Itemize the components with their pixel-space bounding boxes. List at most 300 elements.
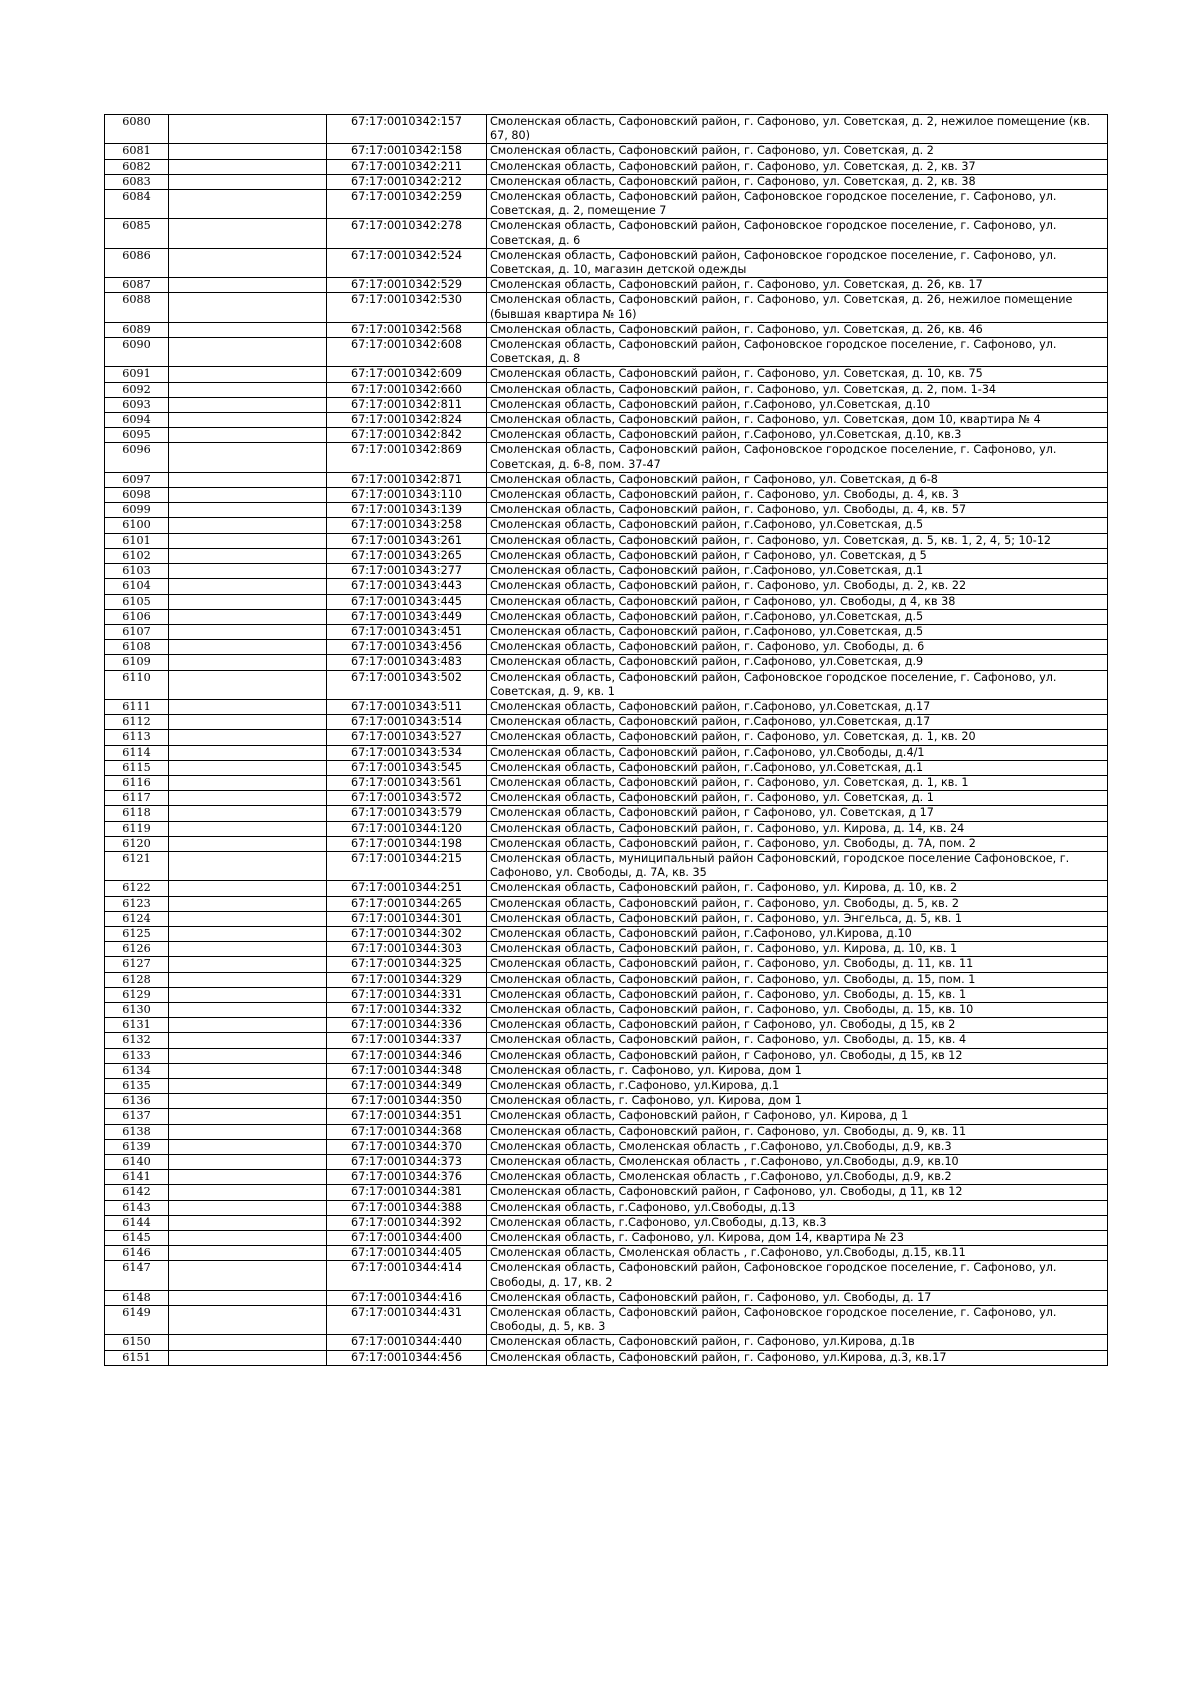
- blank-cell: [169, 640, 327, 655]
- table-row: [105, 278, 1108, 293]
- row-number: 6103: [105, 564, 169, 579]
- blank-cell: [169, 791, 327, 806]
- table-row: [105, 760, 1108, 775]
- blank-cell: [169, 382, 327, 397]
- blank-cell: [169, 1350, 327, 1365]
- cadastral-number: 67:17:0010342:530: [327, 293, 487, 322]
- cadastral-number: 67:17:0010343:545: [327, 760, 487, 775]
- address: Смоленская область, Сафоновский район, г. Сафоново, ул. Советская, д. 2: [487, 144, 1108, 159]
- address: Смоленская область, Сафоновский район, Сафоновское городское поселение, г. Сафоново, ул. Свободы, д. 5, кв. 3: [487, 1306, 1108, 1335]
- cadastral-number: 67:17:0010344:302: [327, 926, 487, 941]
- blank-cell: [169, 911, 327, 926]
- row-number: 6100: [105, 518, 169, 533]
- address: Смоленская область, Сафоновский район, Сафоновское городское поселение, г. Сафоново, ул. Советская, д. 9, кв. 1: [487, 670, 1108, 699]
- address: Смоленская область, Сафоновский район, г. Сафоново, ул.Кирова, д.3, кв.17: [487, 1350, 1108, 1365]
- row-number: 6112: [105, 715, 169, 730]
- row-number: 6126: [105, 942, 169, 957]
- blank-cell: [169, 715, 327, 730]
- table-row: [105, 881, 1108, 896]
- blank-cell: [169, 338, 327, 367]
- row-number: 6087: [105, 278, 169, 293]
- cadastral-number: 67:17:0010342:211: [327, 159, 487, 174]
- table-row: [105, 488, 1108, 503]
- cadastral-number: 67:17:0010343:572: [327, 791, 487, 806]
- row-number: 6149: [105, 1306, 169, 1335]
- row-number: 6086: [105, 248, 169, 277]
- address: Смоленская область, Сафоновский район, г. Сафоново, ул. Свободы, д. 4, кв. 3: [487, 488, 1108, 503]
- blank-cell: [169, 1290, 327, 1305]
- blank-cell: [169, 278, 327, 293]
- row-number: 6097: [105, 472, 169, 487]
- blank-cell: [169, 533, 327, 548]
- row-number: 6085: [105, 219, 169, 248]
- row-number: 6151: [105, 1350, 169, 1365]
- cadastral-number: 67:17:0010344:348: [327, 1063, 487, 1078]
- blank-cell: [169, 1063, 327, 1078]
- address: Смоленская область, Сафоновский район, г. Сафоново, ул. Энгельса, д. 5, кв. 1: [487, 911, 1108, 926]
- table-row: [105, 1215, 1108, 1230]
- table-row: [105, 367, 1108, 382]
- row-number: 6150: [105, 1335, 169, 1350]
- address: Смоленская область, Сафоновский район, г. Сафоново, ул. Советская, д. 2, пом. 1-34: [487, 382, 1108, 397]
- blank-cell: [169, 1200, 327, 1215]
- table-row: [105, 594, 1108, 609]
- cadastral-number: 67:17:0010342:660: [327, 382, 487, 397]
- cadastral-number: 67:17:0010344:414: [327, 1261, 487, 1290]
- address: Смоленская область, Смоленская область , г.Сафоново, ул.Свободы, д.15, кв.11: [487, 1246, 1108, 1261]
- blank-cell: [169, 957, 327, 972]
- cadastral-number: 67:17:0010342:158: [327, 144, 487, 159]
- row-number: 6118: [105, 806, 169, 821]
- blank-cell: [169, 518, 327, 533]
- row-number: 6109: [105, 655, 169, 670]
- cadastral-number: 67:17:0010343:483: [327, 655, 487, 670]
- address: Смоленская область, Сафоновский район, г Сафоново, ул. Свободы, д 15, кв 2: [487, 1018, 1108, 1033]
- cadastral-number: 67:17:0010344:336: [327, 1018, 487, 1033]
- table-row: [105, 413, 1108, 428]
- table-row: [105, 775, 1108, 790]
- blank-cell: [169, 1018, 327, 1033]
- registry-table-body: [105, 115, 1108, 1366]
- blank-cell: [169, 443, 327, 472]
- table-row: [105, 564, 1108, 579]
- blank-cell: [169, 472, 327, 487]
- table-row: [105, 1185, 1108, 1200]
- table-row: [105, 670, 1108, 699]
- address: Смоленская область, Сафоновский район, г. Сафоново, ул. Свободы, д. 7А, пом. 2: [487, 836, 1108, 851]
- cadastral-number: 67:17:0010342:259: [327, 190, 487, 219]
- blank-cell: [169, 1139, 327, 1154]
- blank-cell: [169, 144, 327, 159]
- cadastral-number: 67:17:0010344:337: [327, 1033, 487, 1048]
- cadastral-number: 67:17:0010343:456: [327, 640, 487, 655]
- cadastral-number: 67:17:0010343:534: [327, 745, 487, 760]
- table-row: [105, 640, 1108, 655]
- blank-cell: [169, 1261, 327, 1290]
- cadastral-number: 67:17:0010343:502: [327, 670, 487, 699]
- row-number: 6110: [105, 670, 169, 699]
- table-row: [105, 1335, 1108, 1350]
- table-row: [105, 1350, 1108, 1365]
- table-row: [105, 174, 1108, 189]
- blank-cell: [169, 821, 327, 836]
- row-number: 6119: [105, 821, 169, 836]
- cadastral-number: 67:17:0010344:303: [327, 942, 487, 957]
- registry-table: [104, 114, 1108, 1366]
- address: Смоленская область, Смоленская область , г.Сафоново, ул.Свободы, д.9, кв.3: [487, 1139, 1108, 1154]
- table-row: [105, 397, 1108, 412]
- address: Смоленская область, Сафоновский район, Сафоновское городское поселение, г. Сафоново, ул. Советская, д. 6: [487, 219, 1108, 248]
- row-number: 6111: [105, 699, 169, 714]
- address: Смоленская область, Сафоновский район, г. Сафоново, ул. Советская, д. 1: [487, 791, 1108, 806]
- cadastral-number: 67:17:0010343:258: [327, 518, 487, 533]
- row-number: 6080: [105, 115, 169, 144]
- address: Смоленская область, Сафоновский район, г. Сафоново, ул. Советская, д. 26, кв. 46: [487, 322, 1108, 337]
- address: Смоленская область, г. Сафоново, ул. Кирова, дом 1: [487, 1063, 1108, 1078]
- address: Смоленская область, г. Сафоново, ул. Кирова, дом 14, квартира № 23: [487, 1231, 1108, 1246]
- row-number: 6136: [105, 1094, 169, 1109]
- row-number: 6083: [105, 174, 169, 189]
- address: Смоленская область, Смоленская область , г.Сафоново, ул.Свободы, д.9, кв.2: [487, 1170, 1108, 1185]
- table-row: [105, 987, 1108, 1002]
- row-number: 6121: [105, 851, 169, 880]
- table-row: [105, 533, 1108, 548]
- table-row: [105, 1155, 1108, 1170]
- cadastral-number: 67:17:0010344:332: [327, 1002, 487, 1017]
- cadastral-number: 67:17:0010343:261: [327, 533, 487, 548]
- address: Смоленская область, Сафоновский район, г Сафоново, ул. Советская, д 5: [487, 548, 1108, 563]
- table-row: [105, 443, 1108, 472]
- cadastral-number: 67:17:0010343:527: [327, 730, 487, 745]
- address: Смоленская область, Сафоновский район, г.Сафоново, ул.Советская, д.5: [487, 609, 1108, 624]
- cadastral-number: 67:17:0010344:120: [327, 821, 487, 836]
- address: Смоленская область, Сафоновский район, Сафоновское городское поселение, г. Сафоново, ул. Советская, д. 2, помещение 7: [487, 190, 1108, 219]
- blank-cell: [169, 1246, 327, 1261]
- blank-cell: [169, 836, 327, 851]
- blank-cell: [169, 1124, 327, 1139]
- cadastral-number: 67:17:0010344:381: [327, 1185, 487, 1200]
- cadastral-number: 67:17:0010344:251: [327, 881, 487, 896]
- address: Смоленская область, Сафоновский район, Сафоновское городское поселение, г. Сафоново, ул. Советская, д. 8: [487, 338, 1108, 367]
- address: Смоленская область, Сафоновский район, г.Сафоново, ул.Советская, д.17: [487, 715, 1108, 730]
- table-row: [105, 1231, 1108, 1246]
- row-number: 6105: [105, 594, 169, 609]
- address: Смоленская область, г.Сафоново, ул.Кирова, д.1: [487, 1079, 1108, 1094]
- address: Смоленская область, Сафоновский район, г. Сафоново, ул. Кирова, д. 14, кв. 24: [487, 821, 1108, 836]
- blank-cell: [169, 293, 327, 322]
- address: Смоленская область, Сафоновский район, г.Сафоново, ул.Советская, д.1: [487, 564, 1108, 579]
- blank-cell: [169, 1215, 327, 1230]
- row-number: 6093: [105, 397, 169, 412]
- cadastral-number: 67:17:0010343:445: [327, 594, 487, 609]
- cadastral-number: 67:17:0010344:440: [327, 1335, 487, 1350]
- table-row: [105, 1094, 1108, 1109]
- cadastral-number: 67:17:0010344:301: [327, 911, 487, 926]
- cadastral-number: 67:17:0010344:405: [327, 1246, 487, 1261]
- table-row: [105, 1018, 1108, 1033]
- cadastral-number: 67:17:0010343:139: [327, 503, 487, 518]
- table-row: [105, 382, 1108, 397]
- cadastral-number: 67:17:0010344:373: [327, 1155, 487, 1170]
- blank-cell: [169, 488, 327, 503]
- table-row: [105, 219, 1108, 248]
- cadastral-number: 67:17:0010344:388: [327, 1200, 487, 1215]
- cadastral-number: 67:17:0010344:346: [327, 1048, 487, 1063]
- row-number: 6139: [105, 1139, 169, 1154]
- blank-cell: [169, 1079, 327, 1094]
- row-number: 6148: [105, 1290, 169, 1305]
- blank-cell: [169, 609, 327, 624]
- blank-cell: [169, 219, 327, 248]
- table-row: [105, 1200, 1108, 1215]
- row-number: 6082: [105, 159, 169, 174]
- table-row: [105, 548, 1108, 563]
- address: Смоленская область, Сафоновский район, г. Сафоново, ул. Советская, д. 2, кв. 38: [487, 174, 1108, 189]
- table-row: [105, 293, 1108, 322]
- cadastral-number: 67:17:0010344:325: [327, 957, 487, 972]
- address: Смоленская область, Смоленская область , г.Сафоново, ул.Свободы, д.9, кв.10: [487, 1155, 1108, 1170]
- blank-cell: [169, 548, 327, 563]
- table-row: [105, 322, 1108, 337]
- cadastral-number: 67:17:0010343:451: [327, 624, 487, 639]
- blank-cell: [169, 1170, 327, 1185]
- row-number: 6123: [105, 896, 169, 911]
- cadastral-number: 67:17:0010343:579: [327, 806, 487, 821]
- address: Смоленская область, Сафоновский район, г. Сафоново, ул. Свободы, д. 9, кв. 11: [487, 1124, 1108, 1139]
- cadastral-number: 67:17:0010344:368: [327, 1124, 487, 1139]
- row-number: 6088: [105, 293, 169, 322]
- row-number: 6124: [105, 911, 169, 926]
- table-row: [105, 942, 1108, 957]
- address: Смоленская область, Сафоновский район, г Сафоново, ул. Свободы, д 15, кв 12: [487, 1048, 1108, 1063]
- row-number: 6115: [105, 760, 169, 775]
- blank-cell: [169, 624, 327, 639]
- row-number: 6144: [105, 1215, 169, 1230]
- blank-cell: [169, 655, 327, 670]
- blank-cell: [169, 1155, 327, 1170]
- blank-cell: [169, 942, 327, 957]
- row-number: 6101: [105, 533, 169, 548]
- blank-cell: [169, 881, 327, 896]
- blank-cell: [169, 367, 327, 382]
- cadastral-number: 67:17:0010344:265: [327, 896, 487, 911]
- table-row: [105, 159, 1108, 174]
- table-row: [105, 1002, 1108, 1017]
- cadastral-number: 67:17:0010344:392: [327, 1215, 487, 1230]
- cadastral-number: 67:17:0010344:456: [327, 1350, 487, 1365]
- table-row: [105, 428, 1108, 443]
- address: Смоленская область, Сафоновский район, Сафоновское городское поселение, г. Сафоново, ул. Свободы, д. 17, кв. 2: [487, 1261, 1108, 1290]
- address: Смоленская область, Сафоновский район, г Сафоново, ул. Советская, д 6-8: [487, 472, 1108, 487]
- blank-cell: [169, 760, 327, 775]
- address: Смоленская область, Сафоновский район, г. Сафоново, ул. Свободы, д. 17: [487, 1290, 1108, 1305]
- blank-cell: [169, 564, 327, 579]
- cadastral-number: 67:17:0010344:350: [327, 1094, 487, 1109]
- row-number: 6134: [105, 1063, 169, 1078]
- row-number: 6104: [105, 579, 169, 594]
- blank-cell: [169, 745, 327, 760]
- blank-cell: [169, 322, 327, 337]
- blank-cell: [169, 174, 327, 189]
- cadastral-number: 67:17:0010344:329: [327, 972, 487, 987]
- table-row: [105, 472, 1108, 487]
- row-number: 6084: [105, 190, 169, 219]
- row-number: 6128: [105, 972, 169, 987]
- row-number: 6129: [105, 987, 169, 1002]
- table-row: [105, 896, 1108, 911]
- address: Смоленская область, Сафоновский район, г. Сафоново, ул. Советская, д. 5, кв. 1, 2, 4, 5; 10-12: [487, 533, 1108, 548]
- row-number: 6145: [105, 1231, 169, 1246]
- blank-cell: [169, 1231, 327, 1246]
- row-number: 6127: [105, 957, 169, 972]
- address: Смоленская область, Сафоновский район, г. Сафоново, ул. Советская, д. 1, кв. 20: [487, 730, 1108, 745]
- blank-cell: [169, 730, 327, 745]
- row-number: 6120: [105, 836, 169, 851]
- table-row: [105, 338, 1108, 367]
- table-row: [105, 957, 1108, 972]
- table-row: [105, 730, 1108, 745]
- blank-cell: [169, 896, 327, 911]
- cadastral-number: 67:17:0010344:400: [327, 1231, 487, 1246]
- table-row: [105, 503, 1108, 518]
- row-number: 6113: [105, 730, 169, 745]
- table-row: [105, 579, 1108, 594]
- address: Смоленская область, Сафоновский район, Сафоновское городское поселение, г. Сафоново, ул. Советская, д. 10, магазин детской одежды: [487, 248, 1108, 277]
- row-number: 6137: [105, 1109, 169, 1124]
- row-number: 6108: [105, 640, 169, 655]
- table-row: [105, 144, 1108, 159]
- table-row: [105, 791, 1108, 806]
- cadastral-number: 67:17:0010342:824: [327, 413, 487, 428]
- cadastral-number: 67:17:0010344:331: [327, 987, 487, 1002]
- cadastral-number: 67:17:0010342:811: [327, 397, 487, 412]
- address: Смоленская область, муниципальный район Сафоновский, городское поселение Сафоновское, г. Сафоново, ул. Свободы, д. 7А, кв. 35: [487, 851, 1108, 880]
- table-row: [105, 624, 1108, 639]
- address: Смоленская область, Сафоновский район, г Сафоново, ул. Советская, д 17: [487, 806, 1108, 821]
- row-number: 6116: [105, 775, 169, 790]
- table-row: [105, 745, 1108, 760]
- table-row: [105, 1246, 1108, 1261]
- blank-cell: [169, 1335, 327, 1350]
- address: Смоленская область, Сафоновский район, г.Сафоново, ул.Свободы, д.4/1: [487, 745, 1108, 760]
- table-row: [105, 518, 1108, 533]
- cadastral-number: 67:17:0010343:443: [327, 579, 487, 594]
- cadastral-number: 67:17:0010344:349: [327, 1079, 487, 1094]
- address: Смоленская область, Сафоновский район, г. Сафоново, ул. Советская, д. 2, кв. 37: [487, 159, 1108, 174]
- address: Смоленская область, Сафоновский район, г. Сафоново, ул. Свободы, д. 11, кв. 11: [487, 957, 1108, 972]
- cadastral-number: 67:17:0010344:198: [327, 836, 487, 851]
- address: Смоленская область, Сафоновский район, г.Сафоново, ул.Советская, д.5: [487, 624, 1108, 639]
- cadastral-number: 67:17:0010342:524: [327, 248, 487, 277]
- address: Смоленская область, Сафоновский район, г. Сафоново, ул. Советская, д. 26, кв. 17: [487, 278, 1108, 293]
- address: Смоленская область, Сафоновский район, г. Сафоново, ул. Свободы, д. 15, пом. 1: [487, 972, 1108, 987]
- blank-cell: [169, 413, 327, 428]
- row-number: 6135: [105, 1079, 169, 1094]
- row-number: 6143: [105, 1200, 169, 1215]
- row-number: 6107: [105, 624, 169, 639]
- cadastral-number: 67:17:0010342:869: [327, 443, 487, 472]
- blank-cell: [169, 159, 327, 174]
- address: Смоленская область, Сафоновский район, г.Сафоново, ул.Советская, д.10, кв.3: [487, 428, 1108, 443]
- row-number: 6098: [105, 488, 169, 503]
- blank-cell: [169, 1109, 327, 1124]
- table-row: [105, 715, 1108, 730]
- table-row: [105, 1139, 1108, 1154]
- blank-cell: [169, 699, 327, 714]
- cadastral-number: 67:17:0010342:278: [327, 219, 487, 248]
- blank-cell: [169, 594, 327, 609]
- address: Смоленская область, Сафоновский район, г Сафоново, ул. Кирова, д 1: [487, 1109, 1108, 1124]
- row-number: 6096: [105, 443, 169, 472]
- table-row: [105, 190, 1108, 219]
- table-row: [105, 1170, 1108, 1185]
- cadastral-number: 67:17:0010343:561: [327, 775, 487, 790]
- address: Смоленская область, Сафоновский район, г. Сафоново, ул. Советская, дом 10, квартира № 4: [487, 413, 1108, 428]
- blank-cell: [169, 987, 327, 1002]
- cadastral-number: 67:17:0010343:110: [327, 488, 487, 503]
- address: Смоленская область, Сафоновский район, г.Сафоново, ул.Советская, д.9: [487, 655, 1108, 670]
- blank-cell: [169, 1048, 327, 1063]
- blank-cell: [169, 670, 327, 699]
- address: Смоленская область, Сафоновский район, г. Сафоново, ул. Советская, д. 10, кв. 75: [487, 367, 1108, 382]
- address: Смоленская область, г.Сафоново, ул.Свободы, д.13: [487, 1200, 1108, 1215]
- row-number: 6141: [105, 1170, 169, 1185]
- blank-cell: [169, 397, 327, 412]
- row-number: 6090: [105, 338, 169, 367]
- cadastral-number: 67:17:0010342:568: [327, 322, 487, 337]
- address: Смоленская область, Сафоновский район, г.Сафоново, ул.Советская, д.1: [487, 760, 1108, 775]
- table-row: [105, 911, 1108, 926]
- address: Смоленская область, Сафоновский район, г. Сафоново, ул. Свободы, д. 15, кв. 10: [487, 1002, 1108, 1017]
- row-number: 6138: [105, 1124, 169, 1139]
- cadastral-number: 67:17:0010344:416: [327, 1290, 487, 1305]
- row-number: 6132: [105, 1033, 169, 1048]
- blank-cell: [169, 428, 327, 443]
- row-number: 6130: [105, 1002, 169, 1017]
- blank-cell: [169, 806, 327, 821]
- address: Смоленская область, Сафоновский район, г. Сафоново, ул. Советская, д. 1, кв. 1: [487, 775, 1108, 790]
- table-row: [105, 926, 1108, 941]
- cadastral-number: 67:17:0010344:376: [327, 1170, 487, 1185]
- row-number: 6146: [105, 1246, 169, 1261]
- row-number: 6147: [105, 1261, 169, 1290]
- blank-cell: [169, 190, 327, 219]
- table-row: [105, 655, 1108, 670]
- row-number: 6095: [105, 428, 169, 443]
- address: Смоленская область, г.Сафоново, ул.Свободы, д.13, кв.3: [487, 1215, 1108, 1230]
- address: Смоленская область, Сафоновский район, г. Сафоново, ул. Свободы, д. 15, кв. 4: [487, 1033, 1108, 1048]
- blank-cell: [169, 503, 327, 518]
- address: Смоленская область, Сафоновский район, г. Сафоново, ул. Кирова, д. 10, кв. 1: [487, 942, 1108, 957]
- row-number: 6106: [105, 609, 169, 624]
- cadastral-number: 67:17:0010342:842: [327, 428, 487, 443]
- blank-cell: [169, 851, 327, 880]
- row-number: 6125: [105, 926, 169, 941]
- address: Смоленская область, Сафоновский район, г.Сафоново, ул.Советская, д.17: [487, 699, 1108, 714]
- row-number: 6133: [105, 1048, 169, 1063]
- table-row: [105, 609, 1108, 624]
- table-row: [105, 1124, 1108, 1139]
- row-number: 6142: [105, 1185, 169, 1200]
- address: Смоленская область, Сафоновский район, г. Сафоново, ул. Советская, д. 26, нежилое помещение (бывшая квартира № 16): [487, 293, 1108, 322]
- table-row: [105, 972, 1108, 987]
- table-row: [105, 115, 1108, 144]
- address: Смоленская область, Сафоновский район, г. Сафоново, ул. Свободы, д. 15, кв. 1: [487, 987, 1108, 1002]
- row-number: 6114: [105, 745, 169, 760]
- cadastral-number: 67:17:0010343:511: [327, 699, 487, 714]
- blank-cell: [169, 926, 327, 941]
- row-number: 6131: [105, 1018, 169, 1033]
